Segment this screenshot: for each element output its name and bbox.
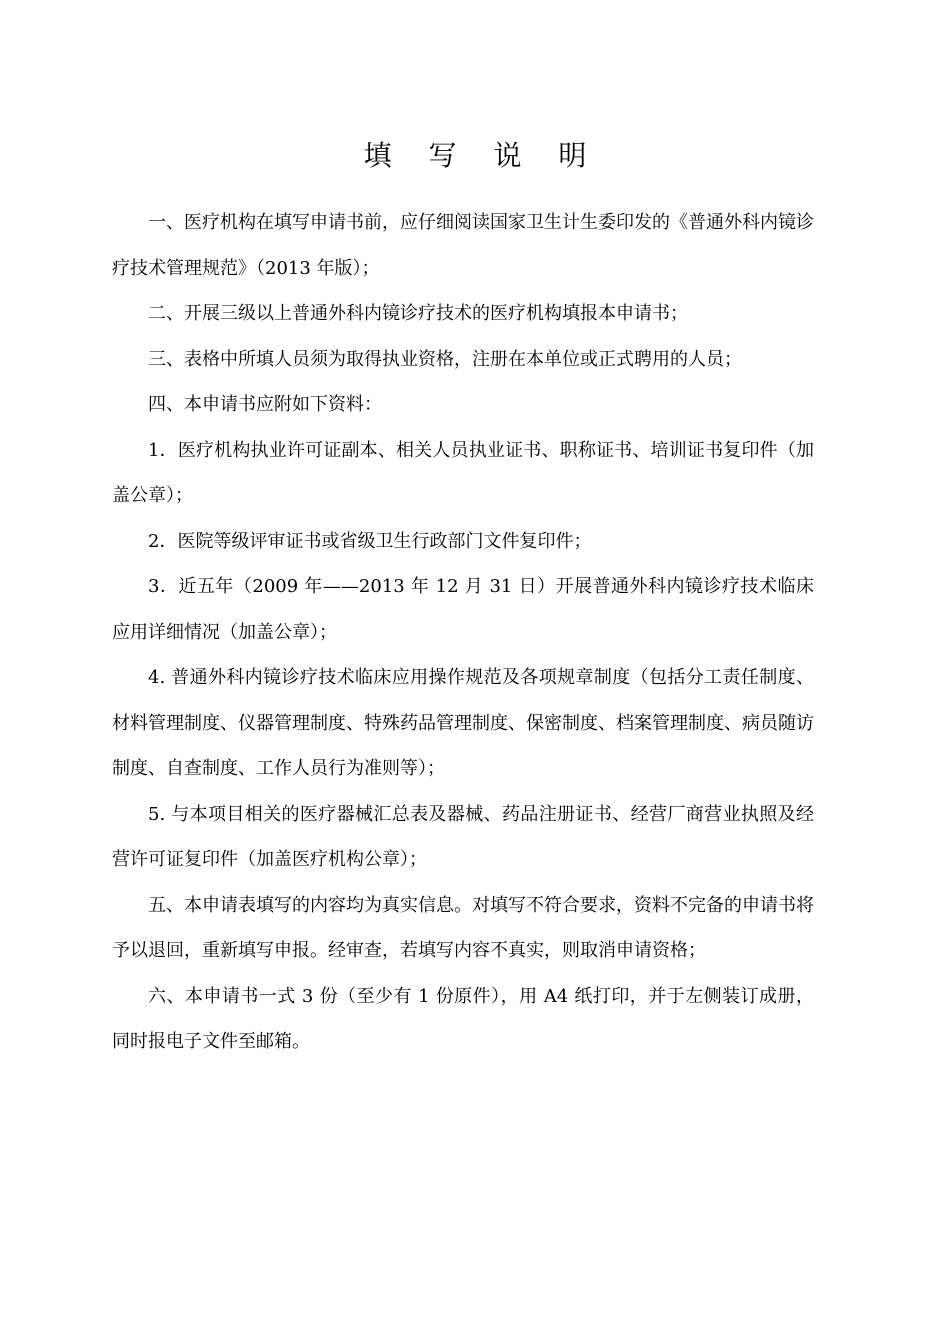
instruction-paragraph: 四、本申请书应附如下资料： (148, 394, 382, 415)
instruction-paragraph: 五、本申请表填写的内容均为真实信息。对填写不符合要求，资料不完备的申请书将予以退回，重新填写申报。经审查，若填写内容不真实，则取消申请资格； (112, 894, 814, 961)
attachment-item: 1．医疗机构执业许可证副本、相关人员执业证书、职称证书、培训证书复印件（加盖公章）； (112, 439, 814, 506)
attachment-item: 4. 普通外科内镜诊疗技术临床应用操作规范及各项规章制度（包括分工责任制度、材料管理制度、仪器管理制度、特殊药品管理制度、保密制度、档案管理制度、病员随访制度、自查制度、工作人员行为准则等）； (112, 667, 814, 779)
instruction-paragraph: 三、表格中所填人员须为取得执业资格，注册在本单位或正式聘用的人员； (148, 348, 742, 370)
attachment-item: 3．近五年（2009 年——2013 年 12 月 31 日）开展普通外科内镜诊疗技术临床应用详细情况（加盖公章）； (112, 576, 814, 643)
attachment-item: 5. 与本项目相关的医疗器械汇总表及器械、药品注册证书、经营厂商营业执照及经营许可证复印件（加盖医疗机构公章）； (112, 803, 814, 870)
page-title: 填 写 说 明 (363, 139, 601, 172)
instructions-body (112, 200, 814, 1065)
instruction-paragraph: 六、本申请书一式 3 份（至少有 1 份原件），用 A4 纸打印，并于左侧装订成册，同时报电子文件至邮箱。 (112, 985, 814, 1052)
instruction-paragraph: 一、医疗机构在填写申请书前，应仔细阅读国家卫生计生委印发的《普通外科内镜诊疗技术管理规范》（2013 年版）； (112, 212, 814, 279)
instruction-paragraph: 二、开展三级以上普通外科内镜诊疗技术的医疗机构填报本申请书； (148, 303, 688, 324)
attachment-item: 2．医院等级评审证书或省级卫生行政部门文件复印件； (148, 530, 592, 552)
